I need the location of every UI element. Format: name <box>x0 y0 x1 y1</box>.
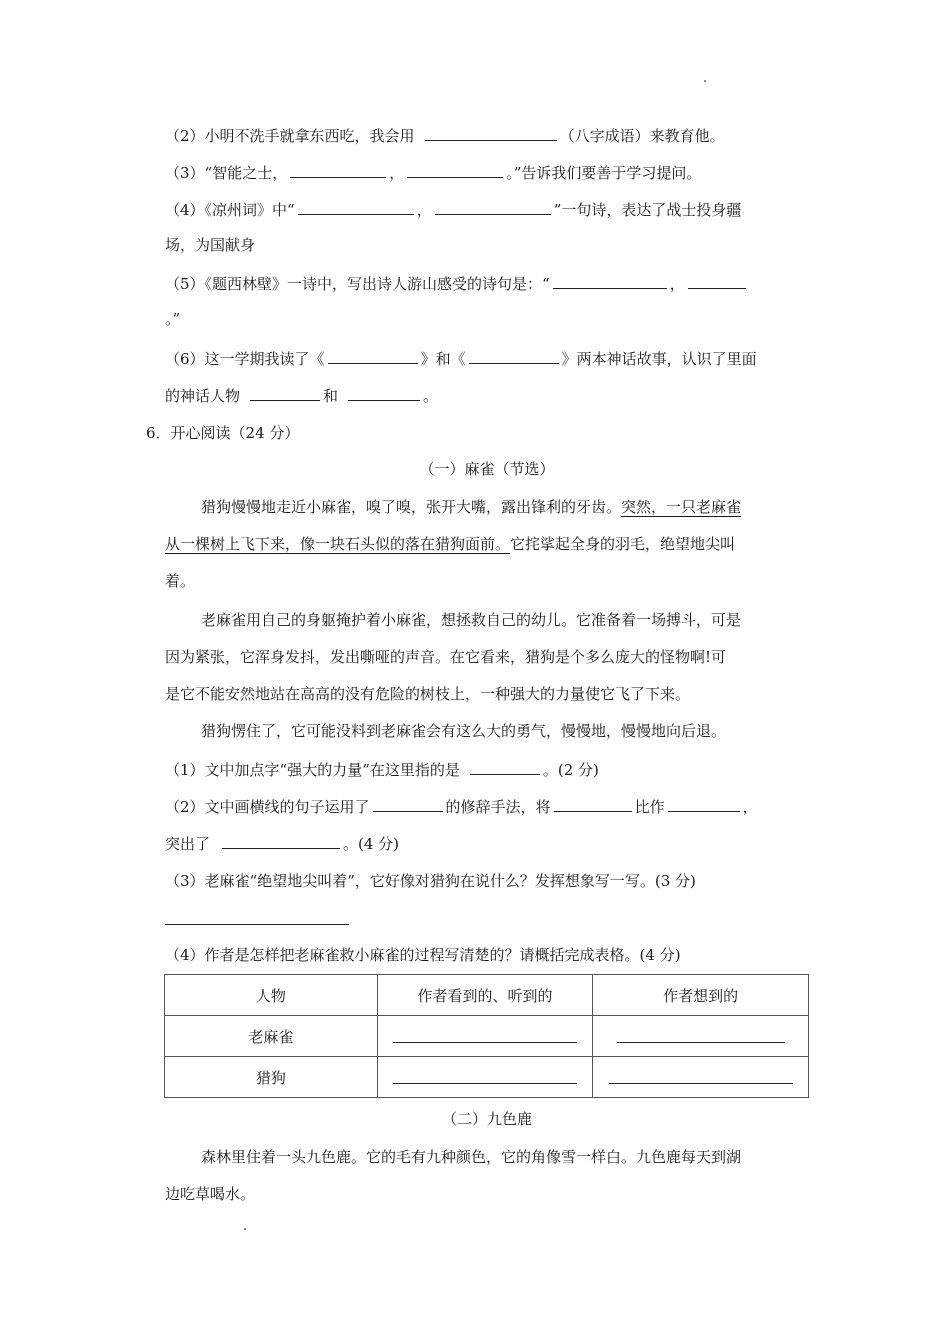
question-text: （2）文中画横线的句子运用了 <box>165 798 370 816</box>
question-text: 的修辞手法，将 <box>445 798 551 816</box>
table-header: 作者想到的 <box>593 975 809 1016</box>
section-6-title: 6．开心阅读（24 分） <box>146 424 300 442</box>
question-text: 。(2 分) <box>542 761 599 779</box>
bottom-dot <box>244 1228 246 1230</box>
table-header-row <box>165 975 809 1016</box>
top-dot <box>704 80 706 82</box>
item-text: ， <box>669 275 685 293</box>
item-text: 和 <box>323 387 339 405</box>
answer-blank[interactable] <box>425 124 557 141</box>
item-text: 《凉州词》中“ <box>204 201 295 219</box>
passage-1-para-1 <box>201 496 741 518</box>
item-text: ”一句诗，表达了战士投身疆 <box>553 201 742 219</box>
answer-blank[interactable] <box>298 198 414 215</box>
item-num: （2） <box>165 127 205 145</box>
item-text: 《题西林壁》一诗中，写出诗人游山感受的诗句是：“ <box>204 275 550 293</box>
question-text: 突出了 <box>165 835 211 853</box>
item-text: 》和《 <box>420 350 466 368</box>
table-cell <box>593 1016 809 1057</box>
question-text: （1）文中加点字“强大的力量”在这里指的是 <box>165 761 460 779</box>
item-text: 这一学期我读了《 <box>204 350 325 368</box>
passage-1-para-1-line-2 <box>165 533 735 555</box>
item-text: （八字成语）来教育他。 <box>559 127 725 145</box>
answer-blank[interactable] <box>469 347 559 364</box>
q5-item-5-cont: 。” <box>165 310 181 328</box>
q5-item-4-cont: 场，为国献身 <box>165 236 256 254</box>
passage-text: 猎狗慢慢地走近小麻雀，嗅了嗅，张开大嘴，露出锋利的牙齿。 <box>201 498 622 516</box>
passage-2-para-1: 森林里住着一头九色鹿。它的毛有九种颜色，它的角像雪一样白。九色鹿每天到湖 <box>201 1148 742 1166</box>
item-text: ， <box>389 164 405 182</box>
q5-item-5 <box>165 272 749 295</box>
answer-blank[interactable] <box>609 1067 793 1084</box>
answer-blank[interactable] <box>348 384 420 401</box>
item-text: 小明不洗手就拿东西吃，我会用 <box>204 127 415 145</box>
question-1 <box>165 758 599 781</box>
passage-1-para-1-line-3: 着。 <box>165 572 196 590</box>
item-num: （6） <box>165 350 205 368</box>
question-text: 。(4 分) <box>343 835 400 853</box>
passage-2-title: （二）九色鹿 <box>441 1110 532 1128</box>
passage-1-para-2: 老麻雀用自己的身躯掩护着小麻雀，想拯救自己的幼儿。它准备着一场搏斗，可是 <box>201 611 742 629</box>
answer-blank[interactable] <box>553 272 667 289</box>
item-text: 。”告诉我们要善于学习提问。 <box>506 164 702 182</box>
answer-blank[interactable] <box>222 832 340 849</box>
table-cell <box>377 1016 593 1057</box>
answer-blank[interactable] <box>250 384 320 401</box>
q5-item-4 <box>165 198 741 221</box>
question-3-answer-line[interactable] <box>165 908 349 925</box>
item-text: 》两本神话故事，认识了里面 <box>561 350 757 368</box>
q5-item-6-cont <box>165 384 438 407</box>
q5-item-3 <box>165 161 701 184</box>
answer-blank[interactable] <box>373 795 443 812</box>
table-header: 人物 <box>165 975 378 1016</box>
answer-blank[interactable] <box>668 795 740 812</box>
item-num: （4） <box>165 201 205 219</box>
item-text: ， <box>416 201 432 219</box>
answer-blank[interactable] <box>470 758 540 775</box>
q5-item-2 <box>165 124 725 147</box>
item-text: “智能之士， <box>204 164 288 182</box>
question-text: 比作 <box>634 798 665 816</box>
table-header: 作者看到的、听到的 <box>377 975 593 1016</box>
answer-blank[interactable] <box>393 1026 577 1043</box>
passage-1-para-2-line-3: 是它不能安然地站在高高的没有危险的树枝上，一种强大的力量使它飞了下来。 <box>165 685 691 703</box>
answer-blank[interactable] <box>328 347 418 364</box>
table-cell <box>593 1057 809 1098</box>
passage-1-para-3: 猎狗愣住了，它可能没料到老麻雀会有这么大的勇气，慢慢地，慢慢地向后退。 <box>201 722 727 740</box>
table-row <box>165 1057 809 1098</box>
answer-blank[interactable] <box>290 161 386 178</box>
answer-blank[interactable] <box>617 1026 785 1043</box>
item-num: （3） <box>165 164 205 182</box>
question-2 <box>165 795 758 818</box>
passage-text: 它挓挲起全身的羽毛，绝望地尖叫 <box>510 535 736 553</box>
question-4: （4）作者是怎样把老麻雀救小麻雀的过程写清楚的？请概括完成表格。(4 分) <box>165 946 681 964</box>
answer-blank[interactable] <box>407 161 503 178</box>
table-cell <box>377 1057 593 1098</box>
question-text: ， <box>742 798 758 816</box>
question-2-cont <box>165 832 399 855</box>
question-3: （3）老麻雀“绝望地尖叫着”，它好像对猎狗在说什么？发挥想象写一写。(3 分) <box>165 872 696 890</box>
answer-blank[interactable] <box>554 795 632 812</box>
item-text: 的神话人物 <box>165 387 241 405</box>
summary-table <box>164 974 809 1098</box>
passage-2-para-1-line-2: 边吃草喝水。 <box>165 1185 256 1203</box>
table-row <box>165 1016 809 1057</box>
item-num: （5） <box>165 275 205 293</box>
answer-blank[interactable] <box>435 198 551 215</box>
answer-blank[interactable] <box>688 272 746 289</box>
item-text: 。 <box>423 387 439 405</box>
underlined-sentence: 突然，一只老麻雀 <box>621 498 742 516</box>
table-cell: 猎狗 <box>165 1057 378 1098</box>
table-cell: 老麻雀 <box>165 1016 378 1057</box>
underlined-sentence: 从一棵树上飞下来，像一块石头似的落在猎狗面前。 <box>165 535 511 553</box>
answer-blank[interactable] <box>393 1067 577 1084</box>
passage-1-title: （一）麻雀（节选） <box>419 460 555 478</box>
passage-1-para-2-line-2: 因为紧张，它浑身发抖，发出嘶哑的声音。在它看来，猎狗是个多么庞大的怪物啊!可 <box>165 648 727 666</box>
q5-item-6 <box>165 347 757 370</box>
